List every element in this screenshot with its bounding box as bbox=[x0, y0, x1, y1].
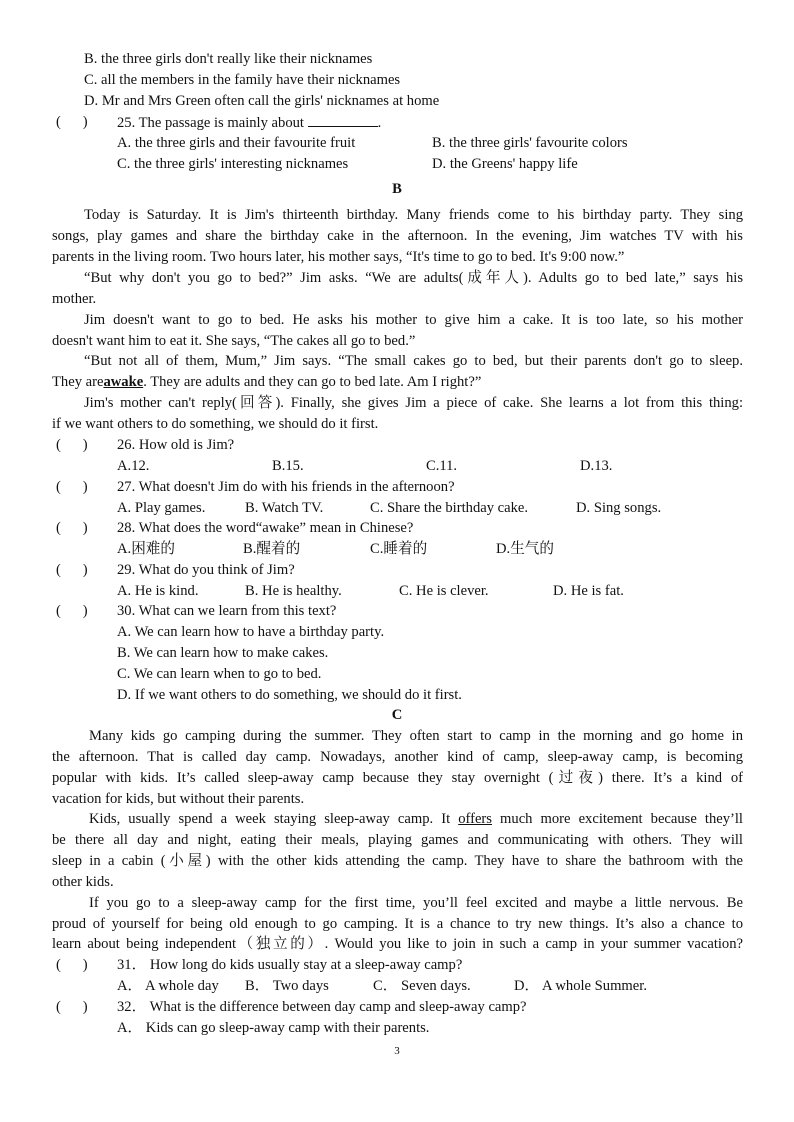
passage-c-p3-line2: proud of yourself for being old enough to go camping. It is a chance to try new things. It’s also a chance to bbox=[52, 916, 743, 932]
q25-option-c: C. the three girls' interesting nicknames bbox=[117, 156, 349, 172]
q31-option-b: B． Two days bbox=[245, 978, 329, 994]
q26-option-b: B.15. bbox=[272, 458, 304, 474]
keyword-awake: awake bbox=[103, 374, 144, 390]
q32-answer-paren[interactable]: ( ) bbox=[56, 999, 88, 1015]
passage-b-p4-line1: “But not all of them, Mum,” Jim says. “The small cakes go to bed, but their parents don't go to sleep. bbox=[84, 353, 743, 369]
q24-option-c: C. all the members in the family have their nicknames bbox=[84, 72, 401, 88]
passage-b-p4-line2-start: They are bbox=[52, 374, 104, 390]
q27-option-b: B. Watch TV. bbox=[245, 500, 324, 516]
page-number: 3 bbox=[394, 1045, 400, 1057]
q28-option-b: B.醒着的 bbox=[243, 541, 301, 557]
q26-option-a: A.12. bbox=[117, 458, 150, 474]
passage-c-p1-line1: Many kids go camping during the summer. They often start to camp in the morning and go home in bbox=[89, 728, 743, 744]
q30-option-b: B. We can learn how to make cakes. bbox=[117, 645, 329, 661]
q28-stem: 28. What does the word“awake” mean in Chinese? bbox=[117, 520, 414, 536]
q28-answer-paren[interactable]: ( ) bbox=[56, 520, 88, 536]
q31-stem: 31． How long do kids usually stay at a sleep-away camp? bbox=[117, 957, 463, 973]
passage-b-p5-line2: if we want others to do something, we should do it first. bbox=[52, 416, 379, 432]
q27-option-c: C. Share the birthday cake. bbox=[370, 500, 529, 516]
q25-stem-end: . bbox=[377, 115, 382, 131]
passage-b-p3-line1: Jim doesn't want to go to bed. He asks his mother to give him a cake. It is too late, so his mother bbox=[84, 312, 743, 328]
q30-answer-paren[interactable]: ( ) bbox=[56, 603, 88, 619]
keyword-offers: offers bbox=[458, 811, 492, 827]
q25-stem-text: 25. The passage is mainly about bbox=[117, 115, 304, 131]
section-b-heading: B bbox=[392, 181, 402, 197]
passage-b-p5-line1: Jim's mother can't reply(回答). Finally, she gives Jim a piece of cake. She learns a lot from this thing: bbox=[84, 395, 743, 411]
q27-stem: 27. What doesn't Jim do with his friends in the afternoon? bbox=[117, 479, 455, 495]
passage-c-p2-line3: sleep in a cabin (小屋) with the other kids attending the camp. They have to share the bathroom with the bbox=[52, 853, 743, 869]
passage-b-p2-line2: mother. bbox=[52, 291, 97, 307]
q29-option-a: A. He is kind. bbox=[117, 583, 199, 599]
q29-answer-paren[interactable]: ( ) bbox=[56, 562, 88, 578]
q27-option-a: A. Play games. bbox=[117, 500, 206, 516]
q31-option-d: D． A whole Summer. bbox=[514, 978, 647, 994]
passage-c-p3-line1: If you go to a sleep-away camp for the first time, you’ll feel excited and maybe a little nervous. Be bbox=[89, 895, 743, 911]
q24-option-b: B. the three girls don't really like their nicknames bbox=[84, 51, 373, 67]
passage-b-p4-line2 bbox=[52, 372, 481, 392]
q25-answer-paren[interactable]: ( ) bbox=[56, 114, 88, 130]
q27-answer-paren[interactable]: ( ) bbox=[56, 479, 88, 495]
q31-option-a: A． A whole day bbox=[117, 978, 219, 994]
passage-b-p2-line1: “But why don't you go to bed?” Jim asks. “We are adults(成年人). Adults go to bed late,” says his bbox=[84, 270, 743, 286]
passage-c-p2-line1-start: Kids, usually spend a week staying sleep-away camp. It bbox=[89, 811, 459, 827]
q32-stem: 32． What is the difference between day camp and sleep-away camp? bbox=[117, 999, 527, 1015]
passage-c-p2-line4: other kids. bbox=[52, 874, 114, 890]
passage-c-p1-line2: the afternoon. That is called day camp. Nowadays, another kind of camp, sleep-away camp, is becoming bbox=[52, 749, 743, 765]
q30-stem: 30. What can we learn from this text? bbox=[117, 603, 337, 619]
q30-option-d: D. If we want others to do something, we should do it first. bbox=[117, 687, 462, 703]
passage-b-p3-line2: doesn't want him to eat it. She says, “The cakes all go to bed.” bbox=[52, 333, 416, 349]
q29-stem: 29. What do you think of Jim? bbox=[117, 562, 295, 578]
q28-option-d: D.生气的 bbox=[496, 541, 554, 557]
q26-stem: 26. How old is Jim? bbox=[117, 437, 235, 453]
passage-c-p1-line4: vacation for kids, but without their parents. bbox=[52, 791, 305, 807]
passage-c-p1-line3: popular with kids. It’s called sleep-away camp because they stay overnight (过夜) there. It’s a kind of bbox=[52, 770, 743, 786]
passage-b-p1-line3: parents in the living room. Two hours later, his mother says, “It's time to go to bed. It's 9:00 now.” bbox=[52, 249, 625, 265]
q31-answer-paren[interactable]: ( ) bbox=[56, 957, 88, 973]
q30-option-c: C. We can learn when to go to bed. bbox=[117, 666, 322, 682]
q29-option-d: D. He is fat. bbox=[553, 583, 624, 599]
q29-option-c: C. He is clever. bbox=[399, 583, 489, 599]
passage-b-p4-line2-end: . They are adults and they can go to bed late. Am I right?” bbox=[143, 374, 482, 390]
q27-option-d: D. Sing songs. bbox=[576, 500, 662, 516]
q26-answer-paren[interactable]: ( ) bbox=[56, 437, 88, 453]
q25-option-b: B. the three girls' favourite colors bbox=[432, 135, 628, 151]
q24-option-d: D. Mr and Mrs Green often call the girls' nicknames at home bbox=[84, 93, 440, 109]
q26-option-c: C.11. bbox=[426, 458, 458, 474]
passage-c-p2-line2: be there all day and night, eating their meals, playing games and communicating with others. They will bbox=[52, 832, 743, 848]
q25-option-a: A. the three girls and their favourite fruit bbox=[117, 135, 356, 151]
q26-option-d: D.13. bbox=[580, 458, 613, 474]
q28-option-a: A.困难的 bbox=[117, 541, 175, 557]
passage-b-p1-line2: songs, play games and share the birthday cake in the afternoon. In the evening, Jim watches TV with his bbox=[52, 228, 743, 244]
q28-option-c: C.睡着的 bbox=[370, 541, 428, 557]
passage-c-p3-line3: learn about being independent（独立的）. Would you like to join in such a camp in your summer vacation? bbox=[52, 936, 743, 952]
passage-c-p2-line1 bbox=[89, 809, 743, 829]
q25-option-d: D. the Greens' happy life bbox=[432, 156, 578, 172]
passage-b-p1-line1: Today is Saturday. It is Jim's thirteenth birthday. Many friends come to his birthday party. They sing bbox=[84, 207, 743, 223]
q25-stem bbox=[117, 112, 381, 133]
q32-option-a: A． Kids can go sleep-away camp with their parents. bbox=[117, 1020, 430, 1036]
q31-option-c: C． Seven days. bbox=[373, 978, 471, 994]
q30-option-a: A. We can learn how to have a birthday party. bbox=[117, 624, 385, 640]
passage-c-p2-line1-end: much more excitement because they’ll bbox=[491, 811, 743, 827]
section-c-heading: C bbox=[391, 707, 403, 723]
q29-option-b: B. He is healthy. bbox=[245, 583, 342, 599]
q25-blank[interactable] bbox=[308, 112, 378, 127]
